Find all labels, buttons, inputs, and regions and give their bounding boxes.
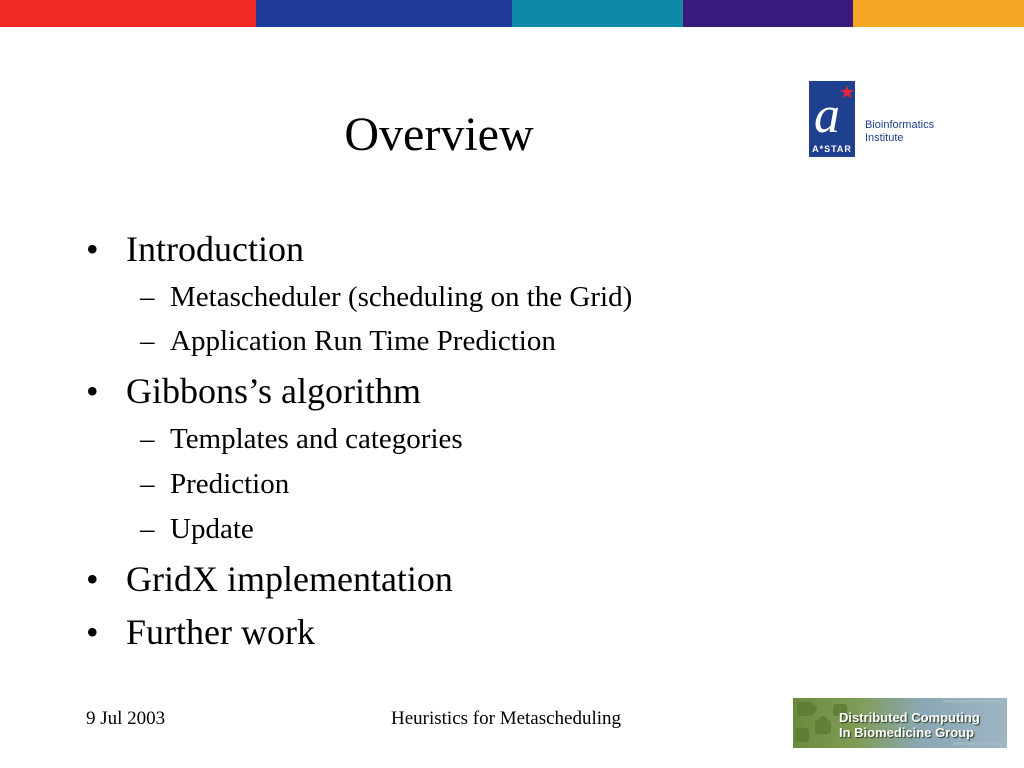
logo-astar-text: A*STAR xyxy=(812,144,852,154)
sub-bullet-item xyxy=(140,512,254,546)
dash-mark: – xyxy=(140,468,155,500)
bullet-text: Further work xyxy=(126,612,315,652)
sub-bullet-text: Prediction xyxy=(170,468,290,500)
footer-date: 9 Jul 2003 xyxy=(86,708,166,729)
bullet-item xyxy=(86,371,421,411)
sub-bullet-text: Application Run Time Prediction xyxy=(170,325,556,357)
dash-mark: – xyxy=(140,513,155,545)
bullet-text: Introduction xyxy=(126,229,304,269)
footer-title: Heuristics for Metascheduling xyxy=(391,708,622,729)
dash-mark: – xyxy=(140,325,155,357)
bullet-item xyxy=(86,612,315,652)
sub-bullet-text: Templates and categories xyxy=(170,423,463,455)
logo-line2: Institute xyxy=(865,132,904,144)
sub-bullet-item xyxy=(140,280,632,314)
bullet-mark: • xyxy=(86,559,99,599)
sub-bullet-item xyxy=(140,467,289,501)
logo-line1: Bioinformatics xyxy=(865,119,935,131)
sub-bullet-item xyxy=(140,324,556,358)
bullet-mark: • xyxy=(86,612,99,652)
bullet-mark: • xyxy=(86,371,99,411)
group-line1: Distributed Computing xyxy=(839,710,980,725)
slide-title: Overview xyxy=(344,108,534,161)
bullet-text: GridX implementation xyxy=(126,559,453,599)
sub-bullet-text: Update xyxy=(170,513,254,545)
sub-bullet-item xyxy=(140,422,463,456)
dash-mark: – xyxy=(140,423,155,455)
group-name xyxy=(839,710,1005,740)
logo-letter: a xyxy=(814,87,840,144)
dash-mark: – xyxy=(140,281,155,313)
bullet-mark: • xyxy=(86,229,99,269)
bullet-text: Gibbons’s algorithm xyxy=(126,371,421,411)
group-line2: In Biomedicine Group xyxy=(839,725,975,740)
sub-bullet-text: Metascheduler (scheduling on the Grid) xyxy=(170,281,633,313)
bullet-item xyxy=(86,559,453,599)
dcbg-group-logo xyxy=(793,698,1007,748)
bullet-item xyxy=(86,229,304,269)
